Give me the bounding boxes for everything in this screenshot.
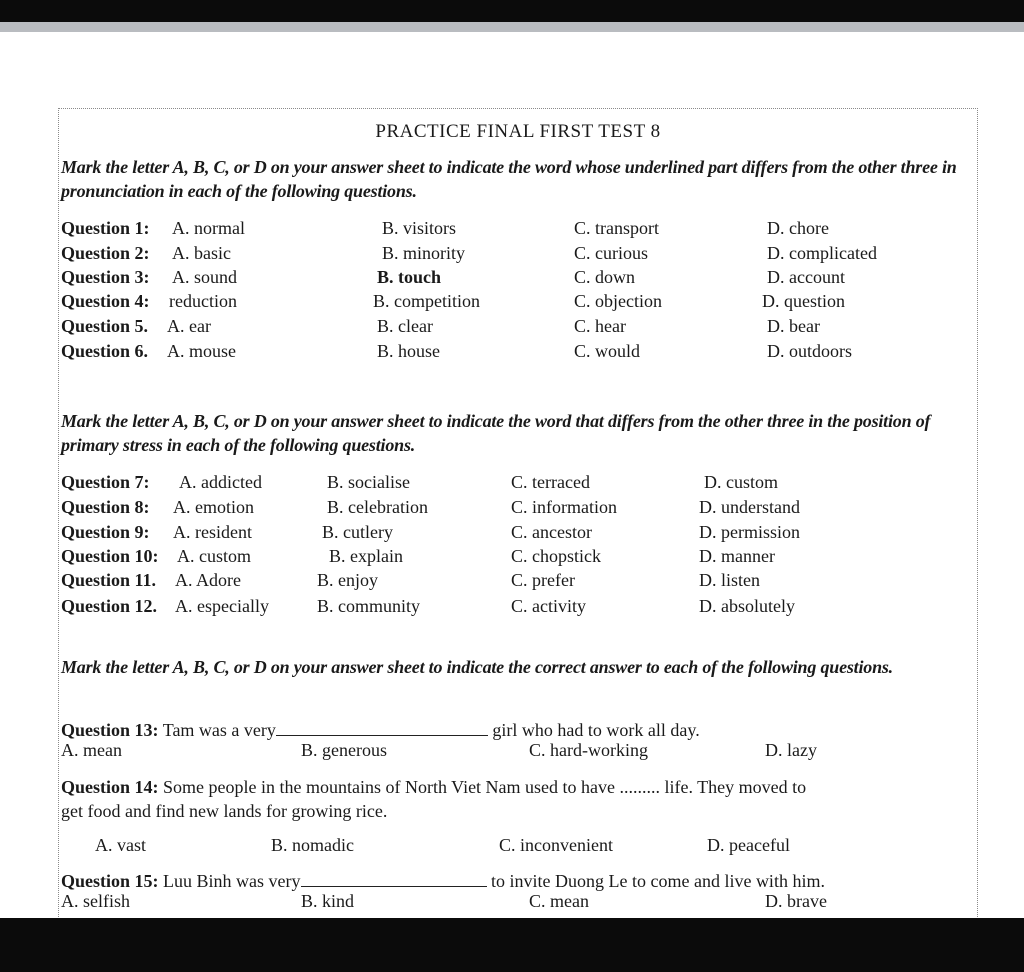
option-c: C. prefer	[511, 570, 575, 590]
stem-text: to invite Duong Le to come and live with him.	[491, 871, 825, 891]
option-a: A. normal	[172, 218, 245, 238]
question-label: Question 7:	[61, 472, 150, 492]
question-row	[59, 243, 977, 268]
option-c: C. terraced	[511, 472, 590, 492]
question-row	[59, 740, 977, 765]
option-b: B. visitors	[382, 218, 457, 238]
question-label: Question 10:	[61, 546, 159, 566]
question-row	[59, 267, 977, 292]
option-d: D. lazy	[765, 740, 817, 760]
option-a: A. sound	[172, 267, 238, 287]
option-a: A. basic	[172, 243, 231, 263]
option-d: D. peaceful	[707, 835, 790, 855]
question-row	[59, 316, 977, 341]
option-c: C. hear	[574, 316, 626, 336]
option-d: D. complicated	[767, 243, 877, 263]
option-d: D. listen	[699, 570, 760, 590]
option-a: A. mouse	[167, 341, 236, 361]
answer-blank	[301, 870, 487, 887]
question-label: Question 1:	[61, 218, 150, 238]
option-d: D. outdoors	[767, 341, 852, 361]
option-d: D. understand	[699, 497, 800, 517]
option-b: B. explain	[329, 546, 403, 566]
question-label: Question 8:	[61, 497, 150, 517]
question-14-stem	[61, 775, 975, 799]
option-b: B. clear	[377, 316, 433, 336]
option-d: D. custom	[704, 472, 778, 492]
question-row	[59, 546, 977, 571]
option-d: D. absolutely	[699, 596, 795, 616]
stem-text: Luu Binh was very	[163, 871, 301, 891]
question-row	[59, 341, 977, 366]
option-b: B. competition	[373, 291, 480, 311]
option-c: C. inconvenient	[499, 835, 613, 855]
stem-text: Tam was a very	[162, 720, 276, 740]
question-row	[59, 472, 977, 497]
stem-text: Some people in the mountains of North Viet Nam used to have ......... life. They moved to	[163, 777, 807, 797]
question-label: Question 5.	[61, 316, 149, 336]
window-bottom-bar	[0, 918, 1024, 972]
question-label: Question 13:	[61, 720, 159, 740]
answer-blank	[276, 719, 488, 736]
option-b: B. cutlery	[322, 522, 393, 542]
option-a: A. addicted	[179, 472, 262, 492]
option-c: C. objection	[574, 291, 662, 311]
question-15-stem	[61, 869, 975, 893]
option-d: D. manner	[699, 546, 775, 566]
question-label: Question 15:	[61, 871, 159, 891]
question-label: Question 4:	[61, 291, 150, 311]
question-row	[59, 835, 977, 860]
question-14-stem-cont	[61, 799, 975, 823]
option-b: B. touch	[377, 267, 442, 287]
window-top-bar	[0, 0, 1024, 22]
toolbar-strip	[0, 22, 1024, 32]
question-row	[59, 596, 977, 621]
option-c: C. down	[574, 267, 636, 287]
option-d: D. bear	[767, 316, 820, 336]
option-c: C. activity	[511, 596, 586, 616]
option-a: A. vast	[95, 835, 146, 855]
question-row	[59, 891, 977, 916]
question-label: Question 3:	[61, 267, 150, 287]
option-b: B. socialise	[327, 472, 410, 492]
option-b: B. generous	[301, 740, 387, 760]
option-d: D. brave	[765, 891, 827, 911]
section2-instruction: Mark the letter A, B, C, or D on your answer sheet to indicate the word that differs from the other three in the position of primary stress in each of the following questions.	[61, 411, 931, 455]
option-c: C. curious	[574, 243, 648, 263]
option-a: A. ear	[167, 316, 211, 336]
page-title: PRACTICE FINAL FIRST TEST 8	[375, 121, 661, 142]
option-c: C. information	[511, 497, 617, 517]
question-label: Question 12.	[61, 596, 158, 616]
option-d: D. account	[767, 267, 845, 287]
question-13-stem	[61, 718, 975, 742]
option-b: B. celebration	[327, 497, 428, 517]
option-c: C. mean	[529, 891, 589, 911]
question-row	[59, 497, 977, 522]
question-label: Question 2:	[61, 243, 150, 263]
option-a: A. selfish	[61, 891, 130, 911]
question-row	[59, 522, 977, 547]
option-a: reduction	[169, 291, 237, 311]
option-c: C. ancestor	[511, 522, 592, 542]
option-a: A. Adore	[175, 570, 241, 590]
option-a: A. custom	[177, 546, 251, 566]
option-a: A. especially	[175, 596, 269, 616]
option-c: C. chopstick	[511, 546, 601, 566]
option-b: B. house	[377, 341, 440, 361]
question-row	[59, 291, 977, 316]
stem-text: girl who had to work all day.	[492, 720, 700, 740]
option-b: B. community	[317, 596, 420, 616]
question-row	[59, 218, 977, 243]
option-c: C. transport	[574, 218, 659, 238]
stem-text: get food and find new lands for growing rice.	[61, 801, 388, 821]
option-a: A. resident	[173, 522, 252, 542]
option-b: B. nomadic	[271, 835, 354, 855]
option-b: B. kind	[301, 891, 355, 911]
question-label: Question 9:	[61, 522, 150, 542]
option-a: A. mean	[61, 740, 122, 760]
option-d: D. question	[762, 291, 845, 311]
option-d: D. permission	[699, 522, 800, 542]
question-row	[59, 570, 977, 595]
question-label: Question 6.	[61, 341, 149, 361]
option-c: C. would	[574, 341, 641, 361]
question-label: Question 14:	[61, 777, 159, 797]
question-label: Question 11.	[61, 570, 157, 590]
option-a: A. emotion	[173, 497, 254, 517]
document-page	[58, 108, 978, 921]
option-b: B. minority	[382, 243, 466, 263]
section3-instruction: Mark the letter A, B, C, or D on your answer sheet to indicate the correct answer to each of the following questions.	[61, 657, 893, 677]
option-b: B. enjoy	[317, 570, 378, 590]
section1-instruction: Mark the letter A, B, C, or D on your answer sheet to indicate the word whose underlined part differs from the other three in pronunciation in each of the following questions.	[61, 157, 957, 201]
option-c: C. hard-working	[529, 740, 648, 760]
option-d: D. chore	[767, 218, 829, 238]
